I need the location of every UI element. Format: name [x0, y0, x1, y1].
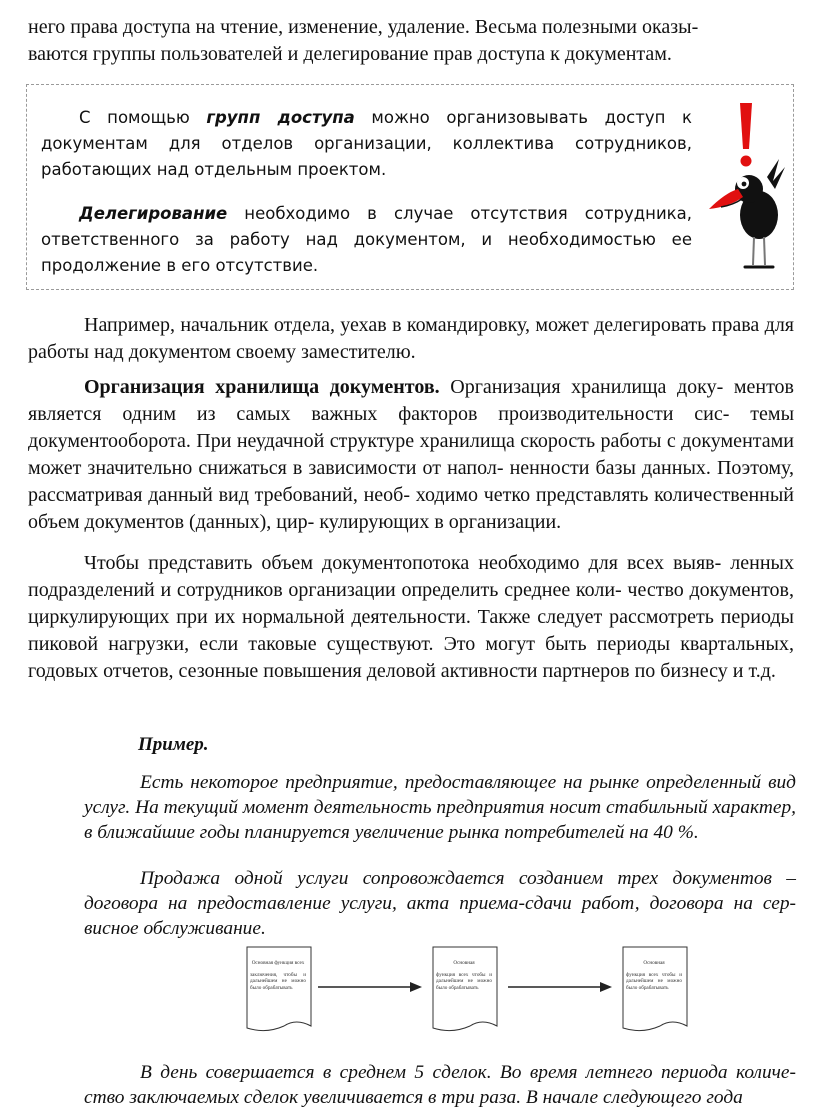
document-icon-3: Основная функция всех чтобы и дальнейшем не можно было обрабатывать: [622, 946, 688, 1034]
example-title: Пример.: [138, 734, 209, 755]
delegation-example-paragraph: Например, начальник отдела, уехав в командировку, может делегировать права для работы над документом своему заместителю.: [28, 314, 794, 363]
arrow-right-icon: [318, 981, 422, 993]
document-icon-2: Основная функция всех чтобы и дальнейшем не можно было обрабатывать: [432, 946, 498, 1034]
note-paragraph-delegation: Делегирование необходимо в случае отсутствия сотрудника, ответственного за работу над документом, и необходимостью ее продолжение в его отсутствие.: [41, 204, 692, 275]
crow-exclamation-icon: [707, 97, 789, 277]
term-access-groups: групп доступа: [206, 108, 355, 127]
exclamation-mark-icon: [740, 103, 752, 149]
document-icon-1: Основная функция всех заключения, чтобы и дальнейшем не можно было обрабатывать: [246, 946, 312, 1034]
note-box: [26, 84, 794, 290]
term-delegation: Делегирование: [79, 204, 228, 223]
arrow-right-icon: [508, 981, 612, 993]
intro-line-1: него права доступа на чтение, изменение, удаление. Весьма полезными оказы-: [28, 16, 699, 38]
intro-line-2: ваются группы пользователей и делегирование прав доступа к документам.: [28, 43, 672, 65]
note-paragraph-groups: С помощью групп доступа можно организовывать доступ к документам для отделов организации, коллектива сотрудников, работающих над отдельным проектом.: [41, 108, 692, 179]
example-paragraph-3: В день совершается в среднем 5 сделок. Во время летнего периода количе- ство заключаемых сделок увеличивается в три раза. В начале следующего года: [84, 1062, 796, 1108]
document-flow-paragraph: Чтобы представить объем документопотока необходимо для всех выяв- ленных подразделений и сотрудников организации определить среднее коли- чество документов, циркулирующих при их нормальной деятельности. Также следует рассмотреть периоды пиковой нагрузки, если таковые существуют. Это могут быть периоды квартальных, годовых отчетов, сезонные повышения деловой активности партнеров по бизнесу и т.д.: [28, 552, 794, 682]
example-paragraph-1: Есть некоторое предприятие, предоставляющее на рынке определенный вид услуг. На текущий момент деятельность предприятия носит стабильный характер, в ближайшие годы планируется увеличение рынка потребителей на 40 %.: [84, 772, 796, 843]
storage-heading: Организация хранилища документов.: [84, 376, 440, 398]
example-paragraph-2: Продажа одной услуги сопровождается созданием трех документов – договора на предоставление услуги, акта приема-сдачи работ, договора на сер- висное обслуживание.: [84, 868, 796, 939]
storage-paragraph: Организация хранилища документов. Организация хранилища доку- ментов является одним из самых важных факторов производительности сис- темы документооборота. При неудачной структуре хранилища скорость работы с документами может значительно снижаться в зависимости от напол- ненности базы данных. Поэтому, рассматривая данный вид требований, необ- ходимо четко представлять количественный объем документов (данных), цир- кулирующих в организации.: [28, 376, 794, 533]
